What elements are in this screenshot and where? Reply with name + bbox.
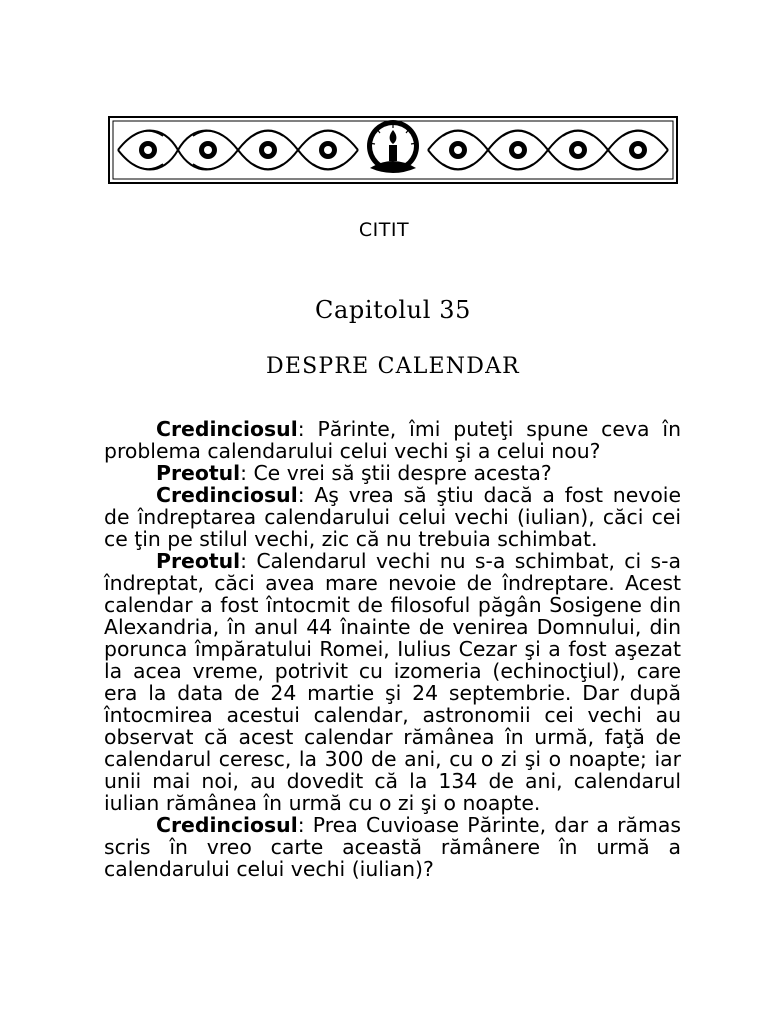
paragraph (104, 418, 681, 462)
paragraph (104, 462, 681, 484)
speaker-name: Preotul (156, 461, 241, 485)
speaker-name: Credinciosul (156, 483, 298, 507)
paragraph-text: : Prea Cuvioase Părinte, dar a rămas scris în vreo carte această rămânere în urmă a calendarului celui vechi (iulian)? (104, 813, 681, 881)
paragraph-text: : Aş vrea să ştiu dacă a fost nevoie de îndreptarea calendarului celui vechi (iulian), căci cei ce ţin pe stilul vechi, zic că nu trebuia schimbat. (104, 483, 681, 551)
chapter-title: DESPRE CALENDAR (266, 354, 520, 379)
paragraph-text: : Calendarul vechi nu s-a schimbat, ci s-a îndreptat, căci avea mare nevoie de îndreptare. Acest calendar a fost întocmit de filosoful păgân Sosigene din Alexandria, în anul 44 înainte de venirea Domnului, din porunca împăratului Romei, Iulius Cezar şi a fost aşezat la acea vreme, potrivit cu izomeria (echinocţiul), care era la data de 24 martie şi 24 septembrie. Dar după întocmirea acestui calendar, astronomii cei vechi au observat că acest calendar rămânea în urmă, faţă de calendarul ceresc, la 300 de ani, cu o zi şi o noapte; iar unii mai noi, au dovedit că la 134 de ani, calendarul iulian rămânea în urmă cu o zi şi o noapte. (104, 549, 681, 815)
running-header: CITIT (358, 219, 410, 241)
speaker-name: Credinciosul (156, 813, 298, 837)
dialogue-body (104, 418, 681, 880)
paragraph (104, 484, 681, 550)
chapter-number: Capitolul 35 (315, 296, 471, 324)
paragraph-text: : Părinte, îmi puteţi spune ceva în problema calendarului celui vechi şi a celui nou? (104, 417, 681, 463)
paragraph (104, 550, 681, 814)
speaker-name: Preotul (156, 549, 241, 573)
speaker-name: Credinciosul (156, 417, 298, 441)
paragraph-text: : Ce vrei să ştii despre acesta? (240, 461, 552, 485)
paragraph (104, 814, 681, 880)
floral-ornament-icon (108, 116, 678, 184)
